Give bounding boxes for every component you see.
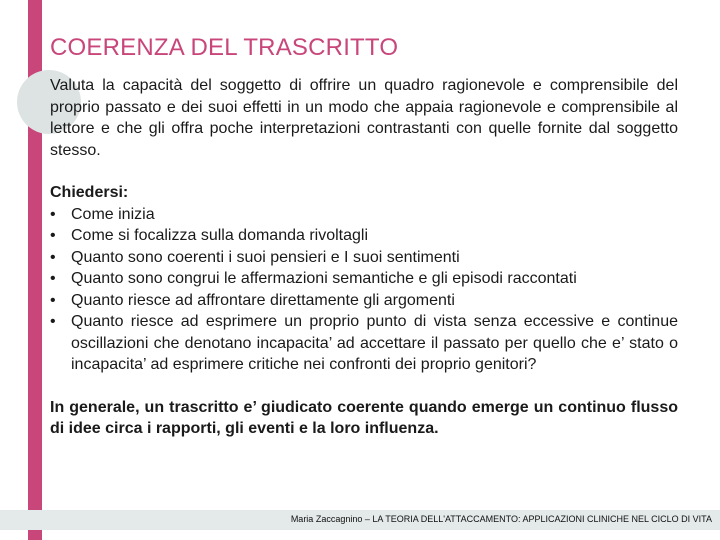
list-item xyxy=(50,311,678,376)
list-item-text: Come si focalizza sulla domanda rivoltagli xyxy=(71,227,369,244)
slide-content xyxy=(50,75,678,440)
ask-list xyxy=(50,204,678,376)
list-item-text: Quanto riesce ad esprimere un proprio punto di vista senza eccessive e continue oscillazioni che denotano incapacita’ ad accettare il passato per quello che e’ stato o incapacita’ ad esprimere critiche nei confronti dei proprio genitori? xyxy=(71,313,678,373)
bullet-icon: • xyxy=(50,313,56,330)
list-item-text: Quanto riesce ad affrontare direttamente gli argomenti xyxy=(71,291,455,309)
footer-credit: Maria Zaccagnino – LA TEORIA DELL'ATTACCAMENTO: APPLICAZIONI CLINICHE NEL CICLO DI VITA xyxy=(290,514,712,524)
list-item-text: Quanto sono congrui le affermazioni semantiche e gli episodi raccontati xyxy=(71,270,577,287)
list-item xyxy=(50,204,678,226)
list-item xyxy=(50,290,678,312)
intro-paragraph: Valuta la capacità del soggetto di offrire un quadro ragionevole e comprensibile del proprio passato e dei suoi effetti in un modo che appaia ragionevole e comprensibile al lettore e che gli offra poche interpretazioni contrastanti con quelle fornite dal soggetto stesso. xyxy=(50,77,678,159)
ask-heading: Chiedersi: xyxy=(50,184,129,201)
conclusion-paragraph: In generale, un trascritto e’ giudicato coerente quando emerge un continuo flusso di idee circa i rapporti, gli eventi e la loro influenza. xyxy=(50,398,678,437)
slide-title: COERENZA DEL TRASCRITTO xyxy=(50,34,399,61)
list-item xyxy=(50,247,678,269)
list-item-text: Quanto sono coerenti i suoi pensieri e I suoi sentimenti xyxy=(71,248,460,266)
bullet-icon: • xyxy=(50,227,56,244)
list-item xyxy=(50,225,678,247)
list-item xyxy=(50,268,678,290)
bullet-icon: • xyxy=(50,291,56,309)
list-item-text: Come inizia xyxy=(71,205,155,223)
bullet-icon: • xyxy=(50,248,56,266)
bullet-icon: • xyxy=(50,205,56,223)
bullet-icon: • xyxy=(50,270,56,287)
